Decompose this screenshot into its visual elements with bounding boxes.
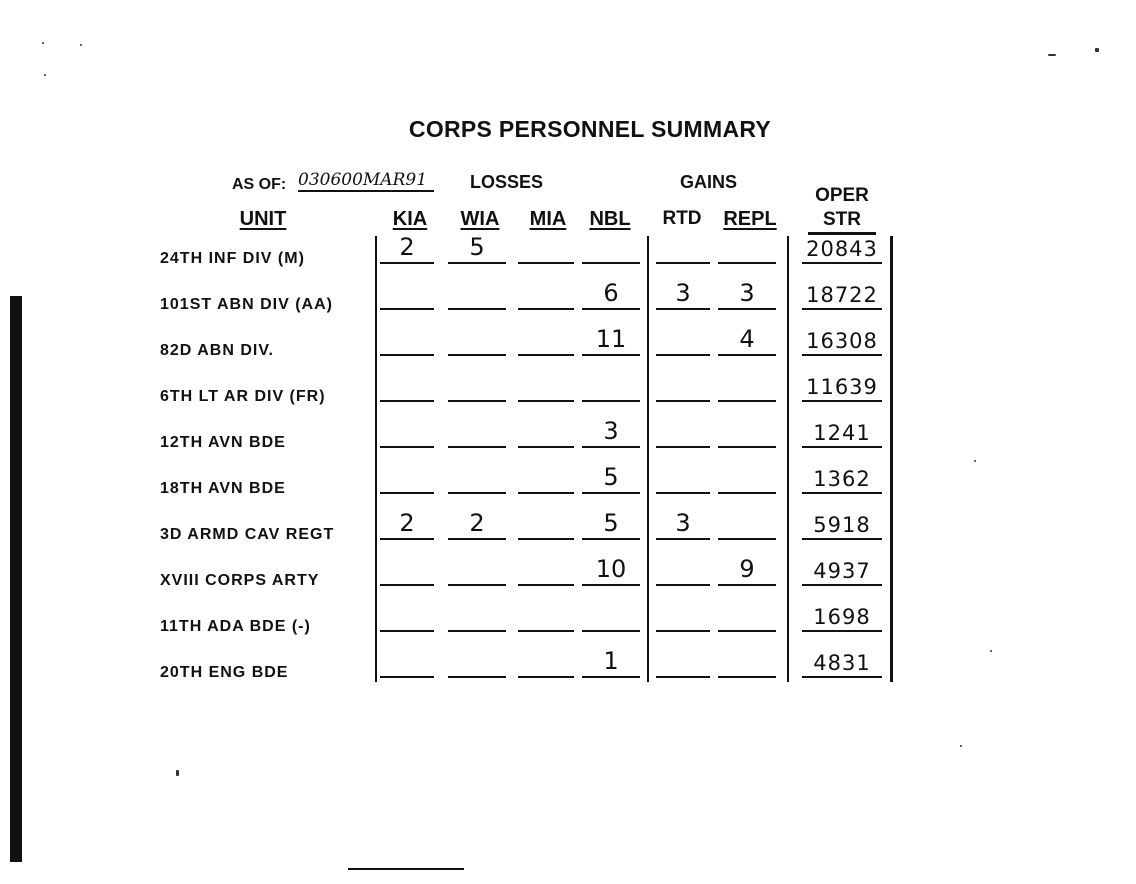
- oper-header-line1: OPER: [815, 185, 869, 206]
- oper-header-line2: STR: [808, 208, 876, 235]
- wia-cell: [448, 370, 506, 402]
- rtd-cell: [656, 600, 710, 632]
- kia-cell: [380, 554, 434, 586]
- table-right-border: [890, 236, 893, 682]
- mia-cell: [518, 554, 574, 586]
- rtd-cell: [656, 462, 710, 494]
- scan-speck: [960, 745, 962, 747]
- repl-cell: [718, 232, 776, 264]
- repl-cell: 9: [718, 554, 776, 586]
- rtd-cell: [656, 646, 710, 678]
- as-of-label: AS OF:: [232, 176, 287, 193]
- mia-cell: [518, 462, 574, 494]
- kia-cell: [380, 462, 434, 494]
- mia-cell: [518, 646, 574, 678]
- mia-cell: [518, 416, 574, 448]
- oper-str-cell: 5918: [802, 510, 882, 540]
- mia-cell: [518, 278, 574, 310]
- oper-str-cell: 1698: [802, 602, 882, 632]
- unit-label: XVIII CORPS ARTY: [160, 572, 320, 589]
- mia-cell: [518, 324, 574, 356]
- nbl-cell: [582, 600, 640, 632]
- repl-cell: [718, 646, 776, 678]
- losses-gains-divider: [647, 236, 649, 682]
- oper-str-cell: 18722: [802, 280, 882, 310]
- repl-cell: 3: [718, 278, 776, 310]
- wia-cell: 5: [448, 232, 506, 264]
- wia-cell: [448, 646, 506, 678]
- mia-cell: [518, 600, 574, 632]
- nbl-cell: 5: [582, 508, 640, 540]
- binding-edge: [10, 296, 22, 862]
- repl-cell: [718, 462, 776, 494]
- oper-str-cell: 1362: [802, 464, 882, 494]
- oper-str-cell: 4831: [802, 648, 882, 678]
- wia-cell: [448, 554, 506, 586]
- nbl-cell: 10: [582, 554, 640, 586]
- unit-label: 82D ABN DIV.: [160, 342, 274, 359]
- repl-cell: [718, 370, 776, 402]
- oper-str-cell: 1241: [802, 418, 882, 448]
- scan-speck: [990, 650, 992, 652]
- nbl-cell: 3: [582, 416, 640, 448]
- scan-speck: [176, 770, 179, 776]
- wia-cell: [448, 278, 506, 310]
- wia-cell: 2: [448, 508, 506, 540]
- rtd-cell: [656, 370, 710, 402]
- repl-cell: [718, 600, 776, 632]
- rtd-cell: [656, 324, 710, 356]
- gains-group-label: GAINS: [680, 172, 738, 192]
- nbl-cell: 11: [582, 324, 640, 356]
- mia-column-header: MIA: [529, 208, 567, 230]
- unit-label: 6TH LT AR DIV (FR): [160, 388, 326, 405]
- nbl-column-header: NBL: [589, 208, 631, 230]
- unit-label: 12TH AVN BDE: [160, 434, 286, 451]
- repl-column-header: REPL: [723, 208, 777, 230]
- nbl-cell: [582, 370, 640, 402]
- wia-cell: [448, 324, 506, 356]
- table-left-border: [375, 236, 377, 682]
- unit-label: 18TH AVN BDE: [160, 480, 286, 497]
- footer-rule: [348, 868, 464, 870]
- repl-cell: [718, 416, 776, 448]
- kia-cell: 2: [380, 508, 434, 540]
- kia-cell: [380, 600, 434, 632]
- unit-label: 101ST ABN DIV (AA): [160, 296, 333, 313]
- nbl-cell: 5: [582, 462, 640, 494]
- wia-column-header: WIA: [460, 208, 500, 230]
- page-title: CORPS PERSONNEL SUMMARY: [408, 116, 772, 142]
- kia-cell: [380, 278, 434, 310]
- unit-label: 3D ARMD CAV REGT: [160, 526, 335, 543]
- kia-cell: [380, 370, 434, 402]
- rtd-cell: 3: [656, 508, 710, 540]
- kia-cell: [380, 416, 434, 448]
- nbl-cell: 6: [582, 278, 640, 310]
- scan-speck: [974, 460, 976, 462]
- mia-cell: [518, 508, 574, 540]
- mia-cell: [518, 370, 574, 402]
- unit-column-header: UNIT: [239, 208, 287, 230]
- unit-label: 24TH INF DIV (M): [160, 250, 305, 267]
- kia-cell: 2: [380, 232, 434, 264]
- mia-cell: [518, 232, 574, 264]
- oper-str-cell: 16308: [802, 326, 882, 356]
- kia-cell: [380, 324, 434, 356]
- unit-label: 11TH ADA BDE (-): [160, 618, 311, 635]
- wia-cell: [448, 416, 506, 448]
- wia-cell: [448, 600, 506, 632]
- scan-speck: [80, 44, 82, 46]
- kia-column-header: KIA: [392, 208, 428, 230]
- scan-speck: [44, 74, 46, 76]
- losses-group-label: LOSSES: [470, 172, 544, 192]
- repl-cell: [718, 508, 776, 540]
- unit-label: 20TH ENG BDE: [160, 664, 289, 681]
- rtd-column-header: RTD: [662, 208, 702, 229]
- gains-oper-divider: [787, 236, 789, 682]
- nbl-cell: [582, 232, 640, 264]
- nbl-cell: 1: [582, 646, 640, 678]
- oper-str-cell: 4937: [802, 556, 882, 586]
- rtd-cell: [656, 416, 710, 448]
- oper-str-cell: 20843: [802, 234, 882, 264]
- oper-str-cell: 11639: [802, 372, 882, 402]
- wia-cell: [448, 462, 506, 494]
- kia-cell: [380, 646, 434, 678]
- rtd-cell: [656, 232, 710, 264]
- scan-speck: [42, 42, 44, 44]
- oper-str-column-header: [808, 184, 876, 235]
- scan-speck: [1048, 54, 1056, 56]
- repl-cell: 4: [718, 324, 776, 356]
- scan-speck: [1095, 48, 1099, 52]
- rtd-cell: [656, 554, 710, 586]
- as-of-value: 030600MAR91: [298, 170, 434, 192]
- rtd-cell: 3: [656, 278, 710, 310]
